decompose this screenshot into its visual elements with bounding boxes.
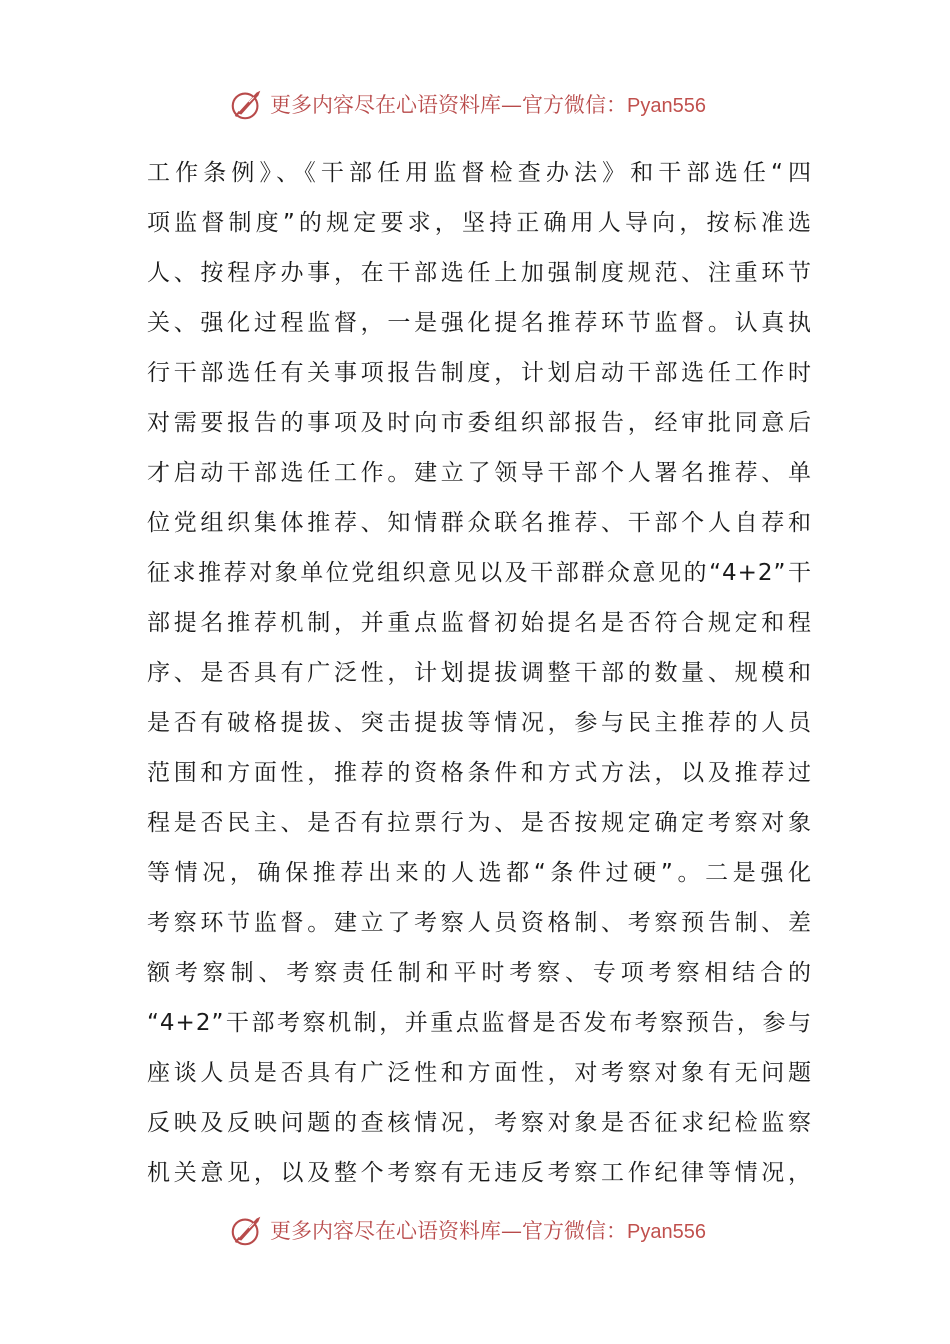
text-line: 部提名推荐机制，并重点监督初始提名是否符合规定和程	[147, 610, 812, 636]
text-line: 范围和方面性，推荐的资格条件和方式方法，以及推荐过	[147, 760, 812, 786]
text-line: 位党组织集体推荐、知情群众联名推荐、干部个人自荐和	[147, 510, 812, 536]
text-line: 是否有破格提拔、突击提拔等情况，参与民主推荐的人员	[147, 710, 812, 736]
quill-pen-logo-icon	[228, 85, 266, 123]
text-line: 反映及反映问题的查核情况，考察对象是否征求纪检监察	[147, 1110, 812, 1136]
footer-banner-text: 更多内容尽在心语资料库—官方微信：Pyan556	[270, 1219, 706, 1243]
quill-pen-logo-icon	[228, 1211, 266, 1249]
text-line: 考察环节监督。建立了考察人员资格制、考察预告制、差	[147, 910, 812, 936]
text-line: 征求推荐对象单位党组织意见以及干部群众意见的“4+2”干	[147, 560, 812, 586]
header-banner-text: 更多内容尽在心语资料库—官方微信：Pyan556	[270, 93, 706, 117]
text-line: 对需要报告的事项及时向市委组织部报告，经审批同意后	[147, 410, 812, 436]
header-banner	[228, 84, 748, 124]
text-line: 项监督制度”的规定要求，坚持正确用人导向，按标准选	[147, 210, 812, 236]
text-line: 程是否民主、是否有拉票行为、是否按规定确定考察对象	[147, 810, 812, 836]
text-line: 工作条例》、《干部任用监督检查办法》和干部选任“四	[147, 160, 812, 186]
text-line: 行干部选任有关事项报告制度，计划启动干部选任工作时	[147, 360, 812, 386]
text-line: 座谈人员是否具有广泛性和方面性，对考察对象有无问题	[147, 1060, 812, 1086]
text-line: 机关意见，以及整个考察有无违反考察工作纪律等情况，	[147, 1160, 812, 1186]
text-line: 等情况，确保推荐出来的人选都“条件过硬”。二是强化	[147, 860, 812, 886]
body-text	[147, 148, 812, 1198]
text-line: 人、按程序办事，在干部选任上加强制度规范、注重环节	[147, 260, 812, 286]
text-line: 关、强化过程监督，一是强化提名推荐环节监督。认真执	[147, 310, 812, 336]
text-line: 额考察制、考察责任制和平时考察、专项考察相结合的	[147, 960, 812, 986]
text-line: 序、是否具有广泛性，计划提拔调整干部的数量、规模和	[147, 660, 812, 686]
footer-banner	[228, 1210, 748, 1250]
text-line: 才启动干部选任工作。建立了领导干部个人署名推荐、单	[147, 460, 812, 486]
text-line: “4+2”干部考察机制，并重点监督是否发布考察预告，参与	[147, 1010, 812, 1036]
